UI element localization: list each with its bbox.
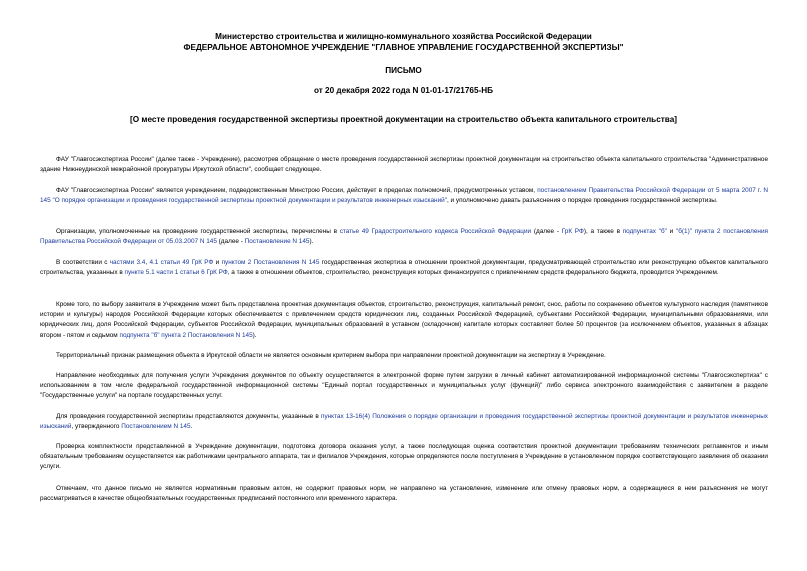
document-date-number: от 20 декабря 2022 года N 01-01-17/21765-НБ (313, 86, 494, 95)
legal-reference-link[interactable]: постановлением Правительства Российской Федерации от 5 марта 2007 г. N 145 "О порядке организации и проведения государственной экспертизы проектной документации и результатов инженерных изысканий" (40, 187, 768, 205)
paragraph (40, 227, 768, 247)
legal-reference-link[interactable]: пунктах 13 (321, 413, 353, 420)
paragraph (40, 484, 768, 504)
paragraph-text: ФАУ "Главгосэкспертиза России" (далее также - Учреждение), рассмотрев обращение о месте проведения государственной экспертизы проектной документации на строительство объекта капитального строительства "Административное здание Нижнеудинской межрайонной прокуратуры Иркутской области", сообщает следующее. (40, 156, 768, 174)
legal-reference-link[interactable]: статье 49 Градостроительного кодекса Российской Федерации (339, 228, 532, 235)
paragraph-text: и (213, 259, 222, 266)
paragraph-text: ФАУ "Главгосэкспертиза России" является учреждением, подведомственным Минстрою России, действует в пределах полномочий, предусмотренных уставом, (56, 187, 538, 194)
paragraph (40, 258, 768, 278)
paragraph (40, 371, 768, 402)
paragraph-text: Проверка комплектности представленной в Учреждение документации, подготовка договора оказания услуг, а также последующая оценка соответствия проектной документации требованиям технических регламентов и иным обязательным требованиям осуществляется как работниками центрального аппарата, так и филиалов Учреждения, которые определяются после поступления в Учреждение в установленном порядке соответствующего заявления об оказании услуги. (40, 443, 768, 471)
paragraph-text: ). (252, 331, 257, 339)
paragraph-text: . (190, 423, 193, 431)
legal-reference-link[interactable]: "б(1)" пункта 2 постановления Правительства Российской Федерации от 05.03.2007 N 145 (40, 228, 768, 246)
paragraph-text: ), а также в (583, 228, 623, 235)
legal-reference-link[interactable]: 4.1 статьи 49 ГрК РФ (149, 259, 214, 266)
paragraph-text: Территориальный признак размещения объекта в Иркутской области не является основным критерием выбора при направлении проектной документации на экспертизу в Учреждение. (56, 352, 606, 359)
legal-reference-link[interactable]: пункте 5.1 части 1 статьи 6 ГрК РФ (124, 269, 228, 277)
document-type: ПИСЬМО (385, 66, 422, 75)
paragraph-text: В соответствии с (56, 259, 110, 266)
paragraph-text: , (145, 259, 150, 266)
legal-reference-link[interactable]: Постановление N 145 (244, 238, 310, 246)
paragraph-text: , а также в отношении объектов, строительство, реконструкция которых финансируется с привлечением средств федерального бюджета, проводится Учреждением. (227, 269, 719, 277)
paragraph-text: Организации, уполномоченные на проведение государственной экспертизы, перечислены в (56, 228, 340, 235)
paragraph-text: государственная экспертиза в отношении проектной документации, предусматривающей строительство или реконструкцию объектов капитального строительства, указанных в (40, 259, 769, 277)
legal-reference-link[interactable]: пунктом 2 Постановления N 145 (221, 259, 320, 266)
paragraph (40, 351, 768, 361)
legal-reference-link[interactable]: частями 3.4 (109, 259, 146, 266)
paragraph-text: Кроме того, по выбору заявителя в Учреждение может быть представлена проектная документация объектов, строительство, реконструкция, капитальный ремонт, снос, работы по сохранению объектов культурного наследия (памятников истории и культуры) народов Российской Федерации которых обеспечивается с привлечением средств юридических лиц, созданных Российской Федерацией, субъектами Российской Федерации, муниципальными образованиями, или юридических лиц, доля Российской Федерации, субъектов Российской Федерации, муниципальных образований в уставном (складочном) капитале которых составляет более 50 процентов (за исключением объектов, указанных в абзацах втором - пятом и седьмом (40, 301, 768, 339)
paragraph-text: Направление необходимых для получения услуги Учреждения документов по объекту осуществляется в электронной форме путем загрузки в личный кабинет автоматизированной информационной системы "Главгосэкспертиза" с использованием в том числе федеральной государственной информационной системы "Единый портал государственных и муниципальных услуг (функций)" либо сервиса электронного взаимодействия с заявителем в разделе "Государственные услуги" на портале государственных услуг. (40, 372, 768, 400)
paragraph (40, 155, 768, 175)
paragraph-text: (далее - (216, 238, 245, 246)
document-title: [О месте проведения государственной экспертизы проектной документации на строительство объекта капитального строительства] (130, 115, 677, 124)
paragraph-text: Для проведения государственной экспертизы представляются документы, указанные в (56, 413, 321, 420)
ministry-name: Министерство строительства и жилищно-коммунального хозяйства Российской Федерации (215, 32, 592, 41)
paragraph (40, 412, 768, 432)
organization-name: ФЕДЕРАЛЬНОЕ АВТОНОМНОЕ УЧРЕЖДЕНИЕ "ГЛАВНОЕ УПРАВЛЕНИЕ ГОСУДАРСТВЕННОЙ ЭКСПЕРТИЗЫ" (183, 43, 624, 52)
legal-reference-link[interactable]: подпунктах "б" (622, 228, 667, 235)
paragraph-text: Отмечаем, что данное письмо не является нормативным правовым актом, не содержит правовых норм, не направлено на установление, изменение или отмену правовых норм, а содержащиеся в нем разъяснения не могут рассматриваться в качестве общеобязательных государственных предписаний постоянного или временного характера. (40, 485, 768, 503)
paragraph-text: , утвержденного (71, 423, 122, 431)
paragraph-text: , и уполномочено давать разъяснения о порядке проведения государственной экспертизы. (446, 197, 718, 205)
paragraph (40, 186, 768, 206)
legal-reference-link[interactable]: ГрК РФ (561, 228, 584, 235)
paragraph-text: ). (309, 238, 314, 246)
paragraph (40, 300, 768, 341)
legal-reference-link[interactable]: подпункта "б" пункта 2 Постановления N 145 (119, 331, 253, 339)
legal-reference-link[interactable]: Постановлением N 145 (121, 423, 191, 431)
legal-reference-link[interactable]: 16(4) Положения о порядке организации и проведения государственной экспертизы проектной документации и результатов инженерных изысканий (40, 413, 768, 431)
paragraph-text: (далее - (531, 228, 562, 235)
paragraph-text: и (666, 228, 676, 235)
paragraph-text: - (352, 413, 356, 420)
paragraph (40, 442, 768, 473)
